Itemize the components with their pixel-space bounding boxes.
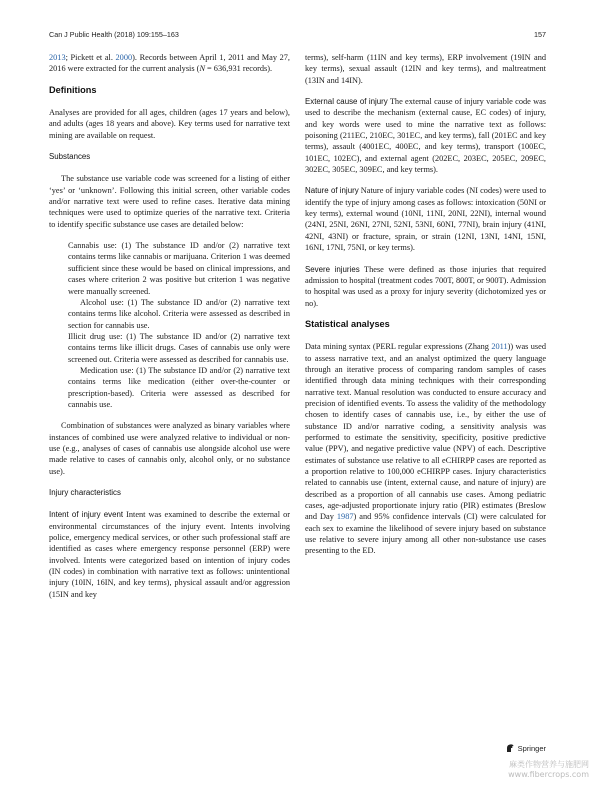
definition-medication: Medication use: (1) The substance ID and/or (2) narrative text contains terms like medication (either over-the-counter or prescription-based). Criteria were assessed as described for cannabis use. [68,365,290,409]
definition-cannabis: Cannabis use: (1) The substance ID and/or (2) narrative text contains terms like cannabis or marijuana. Criterion 1 was deemed sufficient since these would be based on clinical impressions, and cases where criterion 2 was positive but criterion 1 was negative were manually screened. [68,241,290,296]
citation-link[interactable]: 1987 [336,512,354,522]
definition-alcohol: Alcohol use: (1) The substance ID and/or (2) narrative text contains terms like alcohol. Criteria were assessed as described in section for cannabis use. [68,297,290,330]
watermark: 麻类作物营养与施肥网 www.fibercrops.com [508,760,589,779]
paragraph-external-cause: External cause of injury The external cause of injury variable code was used to describe the mechanism (external cause, EC codes) of injury, and key words were used to mine the narrative text as follows: poisoning (211EC, 210EC, 301EC, and key terms), fall (201EC and key terms), assault (4001EC, 400EC, and key terms), transport (100EC, 101EC, 102EC), and external agent (202EC, 203EC, 205EC, 209EC, 302EC, 305EC, 309EC, and key terms). [305,97,547,175]
paragraph-intent: Intent of injury event Intent was examined to describe the external or environmental circumstances of the injury event. Intents involving police, emergency medical services, or other such professional staff are identified as cases where emergency response personnel (ERP) were involved. Intents were categorized based on intention of injury codes (IN codes) in combination with narrative text as follows: unintentional injury (10IN, 16IN, and key terms), physical assault and/or aggression (15IN and key [49,510,291,599]
runin-heading-severe: Severe injuries [305,264,360,274]
publisher-name: Springer [517,743,546,753]
paragraph-statistical: Data mining syntax (PERL regular expressions (Zhang 2011)) was used to assess narrative text, and an analyst optimized the query language through an iterative process of comparing random samples of cases identified through data mining techniques with their corresponding narrative text. Manual resolution was conducted to ensure accuracy and precision of identified events. To assess the validity of the methodology chosen to identify cases of cannabis use, i.e., by either the use of substance ID and/or narrative coding, a sensitivity analysis was performed to estimate the sensitivity, specificity, positive predictive value (PPV), and negative predictive value (NPV) of each. Descriptive estimates of substance use relative to all eCHIRPP cases are reported as a proportion relative to 100,000 eCHIRPP cases. Injury characteristics related to cannabis use (intent, external cause, and nature of injury) are described as a proportion of all cannabis use cases. Among pediatric cases, age-adjusted proportionate injury ratio (PIR) estimates (Breslow and Day 1987) and 95% confidence intervals (CI) were calculated for each sex to examine the likelihood of severe injury based on substance use relative to severe injury among all other non-substance use cases presenting to the ED. [305,342,547,556]
right-column [305,52,546,567]
paragraph-intent-continued: terms), self-harm (11IN and key terms), ERP involvement (19IN and key terms), sexual assault (12IN and key terms), and maltreatment (13IN and 14IN). [305,53,546,85]
paragraph-definitions: Analyses are provided for all ages, children (ages 17 years and below), and adults (ages 18 years and above). Key terms used for narrative text mining are available on request. [49,108,290,140]
left-column [49,52,290,610]
paragraph-severe: Severe injuries These were defined as those injuries that required admission to hospital (treatment codes 700T, 800T, or 900T). Admission to hospital was used as a proxy for injury severity (dichotomized yes or no). [305,264,546,308]
definition-illicit-drug: Illicit drug use: (1) The substance ID and/or (2) narrative text contains terms like illicit drugs. Cases of cannabis use only were screened out. Criteria were assessed as described for cannabis use. [68,331,290,364]
page-number: 157 [534,30,546,39]
paragraph-combination: Combination of substances were analyzed as binary variables where instances of combined use were analyzed relative to individual or non-use (e.g., analyses of cases of cannabis use alongside alcohol use were made relative to cases of cannabis only, alcohol only, or no substance use). [49,421,290,476]
springer-horse-icon [505,743,515,753]
runin-heading-external-cause: External cause of injury [305,97,388,107]
paragraph-records: 2013; Pickett et al. 2000). Records between April 1, 2011 and May 27, 2016 were extracted for the current analysis (N = 636,931 records). [49,53,290,74]
substance-definitions [68,240,290,410]
section-heading-definitions: Definitions [49,84,97,95]
section-heading-statistical-analyses: Statistical analyses [305,318,390,329]
citation-link[interactable]: 2000 [115,53,133,62]
publisher-logo [505,743,546,753]
citation-link[interactable]: 2013 [49,53,66,62]
runin-heading-nature: Nature of injury [305,186,359,196]
journal-citation: Can J Public Health (2018) 109:155–163 [49,30,179,39]
subsection-heading-substances: Substances [49,152,91,162]
subsection-heading-injury-characteristics: Injury characteristics [49,488,121,497]
paragraph-nature: Nature of injury Nature of injury variable codes (NI codes) were used to identify the type of injury among cases as follows: intoxication (50NI or key terms), external wound (10NI, 11NI, 20NI, 22NI), internal wound (24NI, 25NI, 26NI, 27NI, 52NI, 53NI, 60NI, 77NI), brain injury (41NI, 42NI, 43NI) or fracture, sprain, or strain (12NI, 13NI, 14NI, 15NI, 16NI, 17NI, 75NI, or key terms). [305,186,546,253]
paragraph-substances: The substance use variable code was screened for a listing of either ‘yes’ or ‘unknown’. Following this initial screen, other variable codes and/or narrative text were used to refine cases. Iterative data mining techniques were used to optimize queries of the narrative text. Criteria to identify specific substance use cases are detailed below: [49,174,290,229]
runin-heading-intent: Intent of injury event [49,510,124,520]
citation-link[interactable]: 2011 [491,342,508,352]
